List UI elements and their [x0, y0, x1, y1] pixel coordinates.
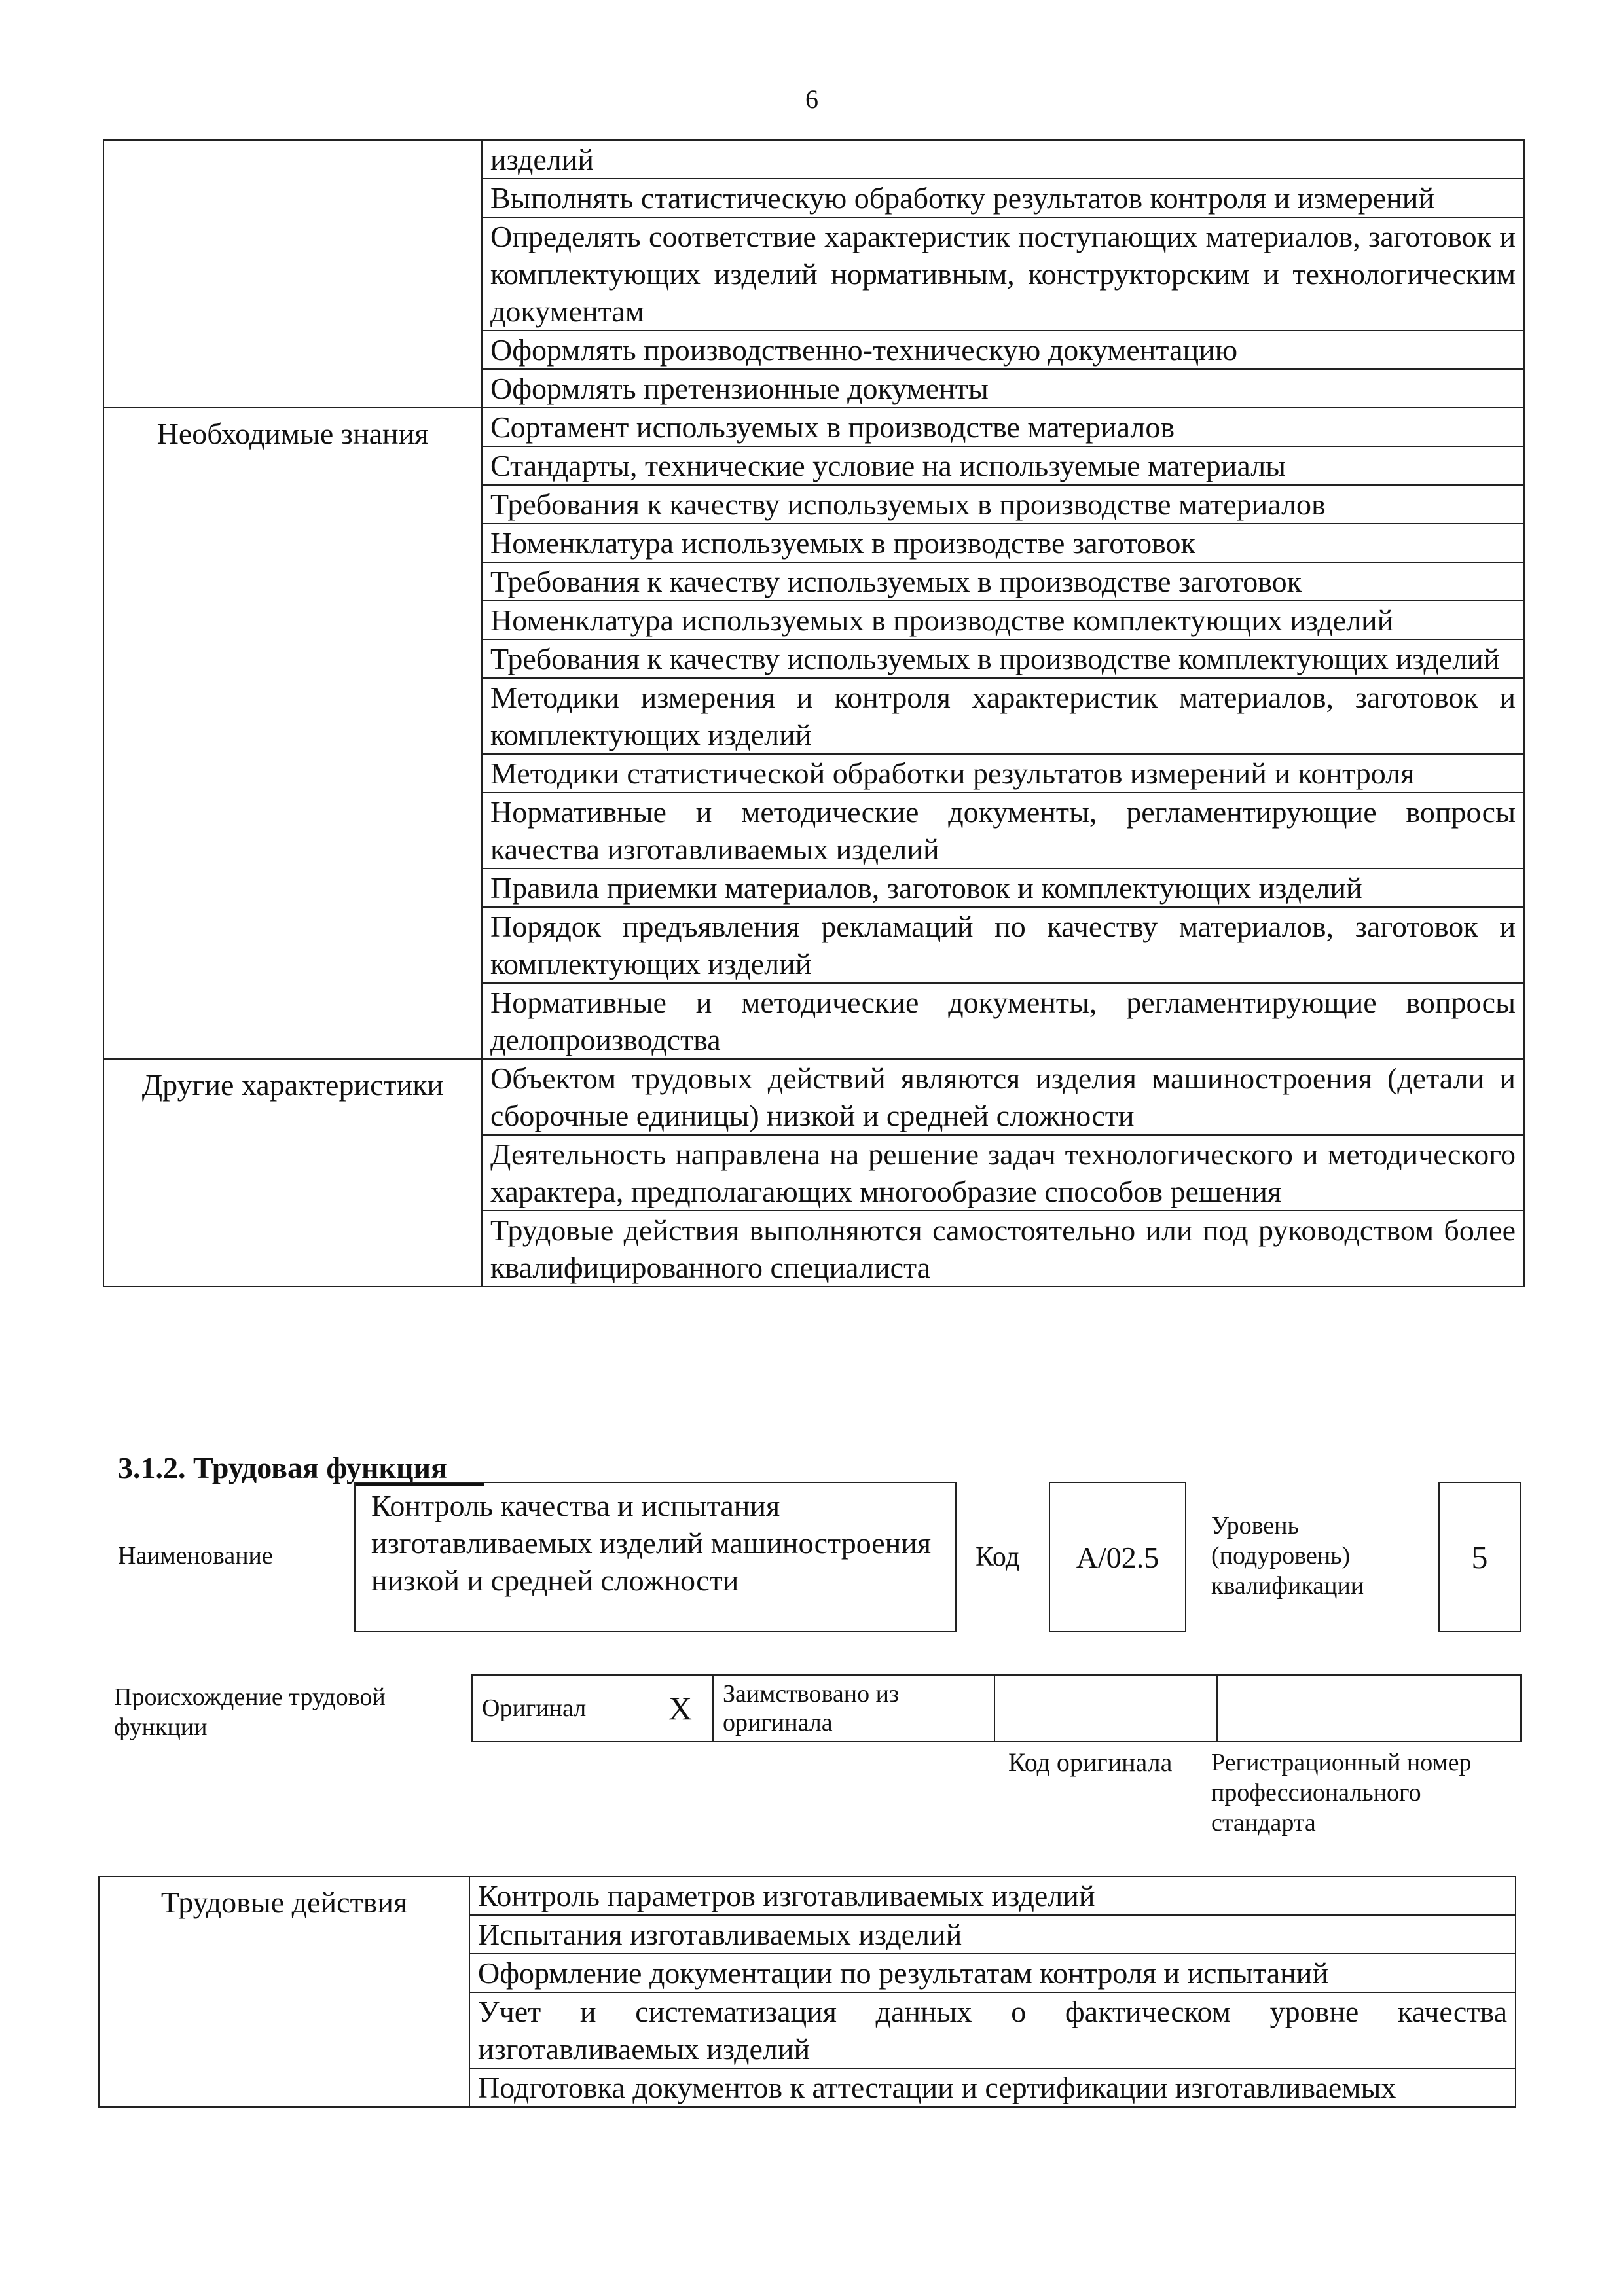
- table-cell: Подготовка документов к аттестации и сертификации изготавливаемых: [469, 2068, 1516, 2107]
- table-cell: Сортамент используемых в производстве материалов: [482, 408, 1524, 446]
- table-cell: Нормативные и методические документы, регламентирующие вопросы качества изготавливаемых изделий: [482, 793, 1524, 869]
- table-cell: Правила приемки материалов, заготовок и комплектующих изделий: [482, 869, 1524, 907]
- table-cell: Выполнять статистическую обработку результатов контроля и измерений: [482, 179, 1524, 217]
- reg-number-cell: [1217, 1675, 1521, 1742]
- reg-number-label: Регистрационный номер профессионального стандарта: [1211, 1749, 1472, 1837]
- code-label: Код: [976, 1542, 1020, 1572]
- table-cell: Оформление документации по результатам контроля и испытаний: [469, 1954, 1516, 1992]
- table-cell: Определять соответствие характеристик поступающих материалов, заготовок и комплектующих изделий нормативным, конструкторским и технологическим документам: [482, 217, 1524, 331]
- level-value: 5: [1471, 1539, 1488, 1575]
- row-group-label: Необходимые знания: [103, 408, 482, 1059]
- table-cell: Стандарты, технические условие на используемые материалы: [482, 446, 1524, 485]
- borrowed-cell: [713, 1675, 994, 1742]
- table-cell: Требования к качеству используемых в производстве комплектующих изделий: [482, 639, 1524, 678]
- level-label: Уровень (подуровень) квалификации: [1211, 1512, 1364, 1600]
- table-cell: Оформлять претензионные документы: [482, 369, 1524, 408]
- table-cell: Контроль параметров изготавливаемых изделий: [469, 1876, 1516, 1915]
- code-box: [1049, 1482, 1186, 1632]
- code-value: А/02.5: [1076, 1540, 1159, 1574]
- origin-table: [471, 1674, 1522, 1742]
- table-cell: Методики измерения и контроля характеристик материалов, заготовок и комплектующих изделий: [482, 678, 1524, 754]
- labor-actions-table: [98, 1876, 1516, 2108]
- name-label: Наименование: [118, 1542, 273, 1570]
- table-cell: Требования к качеству используемых в производстве материалов: [482, 485, 1524, 524]
- original-mark: X: [668, 1690, 693, 1727]
- table-cell: изделий: [482, 140, 1524, 179]
- original-cell: [472, 1675, 648, 1742]
- table-cell: Требования к качеству используемых в производстве заготовок: [482, 562, 1524, 601]
- original-label: Оригинал: [482, 1695, 587, 1722]
- table-cell: Нормативные и методические документы, регламентирующие вопросы делопроизводства: [482, 983, 1524, 1059]
- section-title: 3.1.2. Трудовая функция: [118, 1451, 447, 1484]
- level-box: [1438, 1482, 1521, 1632]
- table-row: [103, 1059, 1524, 1135]
- table-row: [99, 1876, 1516, 1915]
- row-group-label: Другие характеристики: [103, 1059, 482, 1287]
- table-cell: Испытания изготавливаемых изделий: [469, 1915, 1516, 1954]
- table-cell: Методики статистической обработки результатов измерений и контроля: [482, 754, 1524, 793]
- competency-table: [103, 139, 1525, 1287]
- table-cell: Оформлять производственно-техническую документацию: [482, 331, 1524, 369]
- row-group-label: [103, 140, 482, 408]
- page-number: 6: [805, 84, 818, 114]
- origin-label: Происхождение трудовой функции: [114, 1683, 386, 1741]
- table-cell: Объектом трудовых действий являются изделия машиностроения (детали и сборочные единицы) низкой и средней сложности: [482, 1059, 1524, 1135]
- original-mark-cell: [648, 1675, 713, 1742]
- function-name-box: [354, 1482, 957, 1632]
- table-cell: Порядок предъявления рекламаций по качеству материалов, заготовок и комплектующих изделий: [482, 907, 1524, 983]
- table-cell: Деятельность направлена на решение задач технологического и методического характера, предполагающих многообразие способов решения: [482, 1135, 1524, 1211]
- table-cell: Трудовые действия выполняются самостоятельно или под руководством более квалифицированного специалиста: [482, 1211, 1524, 1287]
- table-row: [103, 140, 1524, 179]
- code-original-cell: [994, 1675, 1217, 1742]
- code-original-label: Код оригинала: [1008, 1748, 1173, 1777]
- borrowed-label: Заимствовано из оригинала: [723, 1680, 899, 1736]
- function-name-value: Контроль качества и испытания изготавливаемых изделий машиностроения низкой и средней сложности: [371, 1489, 932, 1597]
- table-cell: Номенклатура используемых в производстве комплектующих изделий: [482, 601, 1524, 639]
- row-group-label: Трудовые действия: [99, 1876, 469, 2107]
- table-cell: Учет и систематизация данных о фактическом уровне качества изготавливаемых изделий: [469, 1992, 1516, 2068]
- table-row: [103, 408, 1524, 446]
- table-cell: Номенклатура используемых в производстве заготовок: [482, 524, 1524, 562]
